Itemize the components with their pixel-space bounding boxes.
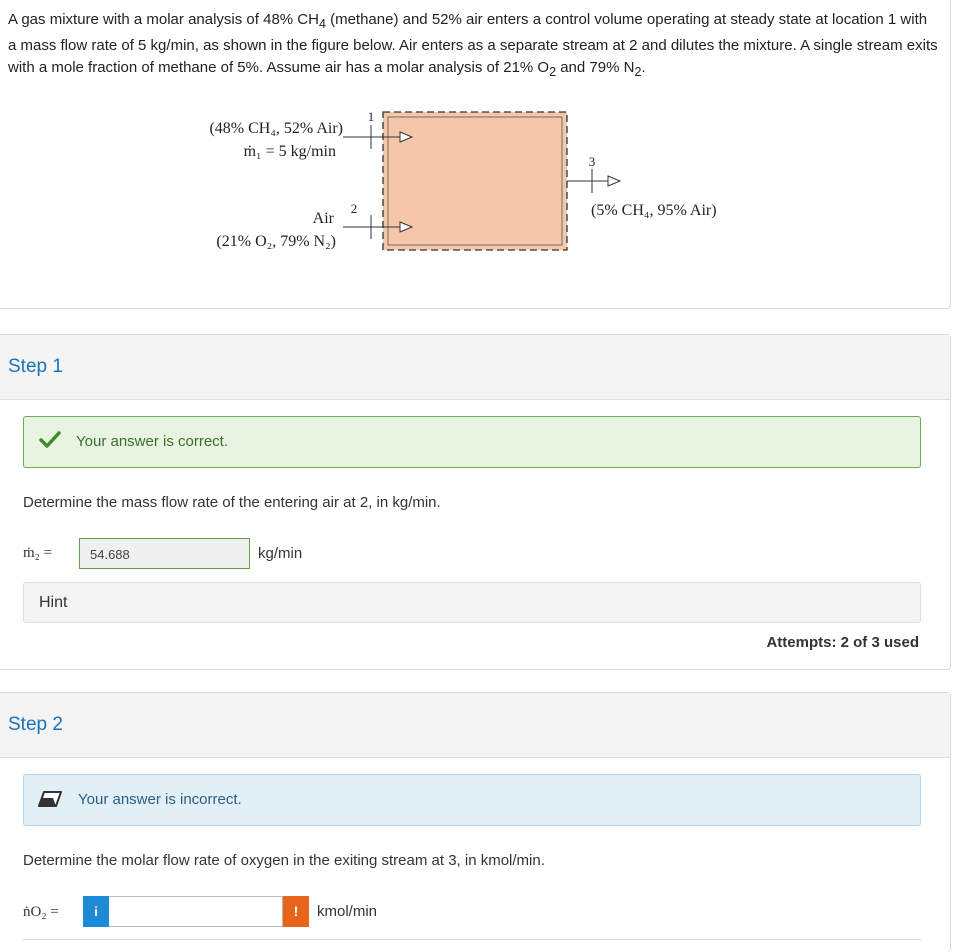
outlet-3-number: 3 <box>588 154 596 169</box>
problem-statement: A gas mixture with a molar analysis of 48% $CH_4$ (methane) and 52% air enters a control volume operating at steady state at location 1 with a mass flow rate of 5 kg/min, as shown in the figure below. Air enters as a separate stream at 2 and dilutes the mixture. A single stream exits with a mole fraction of methane of 5%. Assume air has a molar analysis of 21% $O_2$ and 79% $N_2$. <box>8 11 938 79</box>
step-2-feedback <box>23 774 921 826</box>
step-2-card <box>0 692 951 952</box>
step-1-variable-label: ṁ₂ = <box>23 545 53 561</box>
inlet-1-number: 1 <box>367 109 375 124</box>
step-1-header <box>0 335 950 400</box>
problem-card <box>0 0 951 309</box>
outlet-3-label: (5% CH₄, 95% Air) <box>591 202 717 219</box>
control-volume-box <box>383 112 567 250</box>
inlet-2-composition: (21% O₂, 79% N₂) <box>216 233 336 250</box>
info-icon[interactable]: i <box>83 896 109 927</box>
step-1-feedback-message: Your answer is correct. <box>76 433 229 450</box>
step-2-header <box>0 693 950 758</box>
step-1-answer-field[interactable]: 54.688 <box>79 538 250 569</box>
inlet-2-number: 2 <box>350 201 358 216</box>
outlet-3-arrow <box>567 169 620 193</box>
inlet-1-label: (48% CH₄, 52% Air) <box>209 120 343 137</box>
step-1-hint-button[interactable] <box>23 582 921 623</box>
step-1-title: Step 1 <box>8 356 63 377</box>
hint-label: Hint <box>39 594 68 611</box>
inlet-2-label: Air <box>312 210 334 227</box>
step-2-answer-input[interactable] <box>109 896 283 927</box>
eraser-icon <box>37 789 63 811</box>
step-1-question: Determine the mass flow rate of the entering air at 2, in kg/min. <box>23 494 441 511</box>
step-2-unit: kmol/min <box>317 903 378 920</box>
step-2-variable-label: ṅO₂ = <box>23 904 59 920</box>
control-volume-figure <box>0 0 954 309</box>
step-1-unit: kg/min <box>258 545 303 562</box>
inlet-1-flow: ṁ₁ = 5 kg/min <box>243 143 336 160</box>
warning-icon[interactable]: ! <box>283 896 309 927</box>
step-2-feedback-message: Your answer is incorrect. <box>78 791 242 808</box>
step-1-feedback <box>23 416 921 468</box>
step-2-question: Determine the molar flow rate of oxygen in the exiting stream at 3, in kmol/min. <box>23 852 545 869</box>
step-1-card <box>0 334 951 670</box>
step-2-title: Step 2 <box>8 714 63 735</box>
checkmark-icon <box>39 430 61 450</box>
step-1-attempts: Attempts: 2 of 3 used <box>766 634 919 651</box>
